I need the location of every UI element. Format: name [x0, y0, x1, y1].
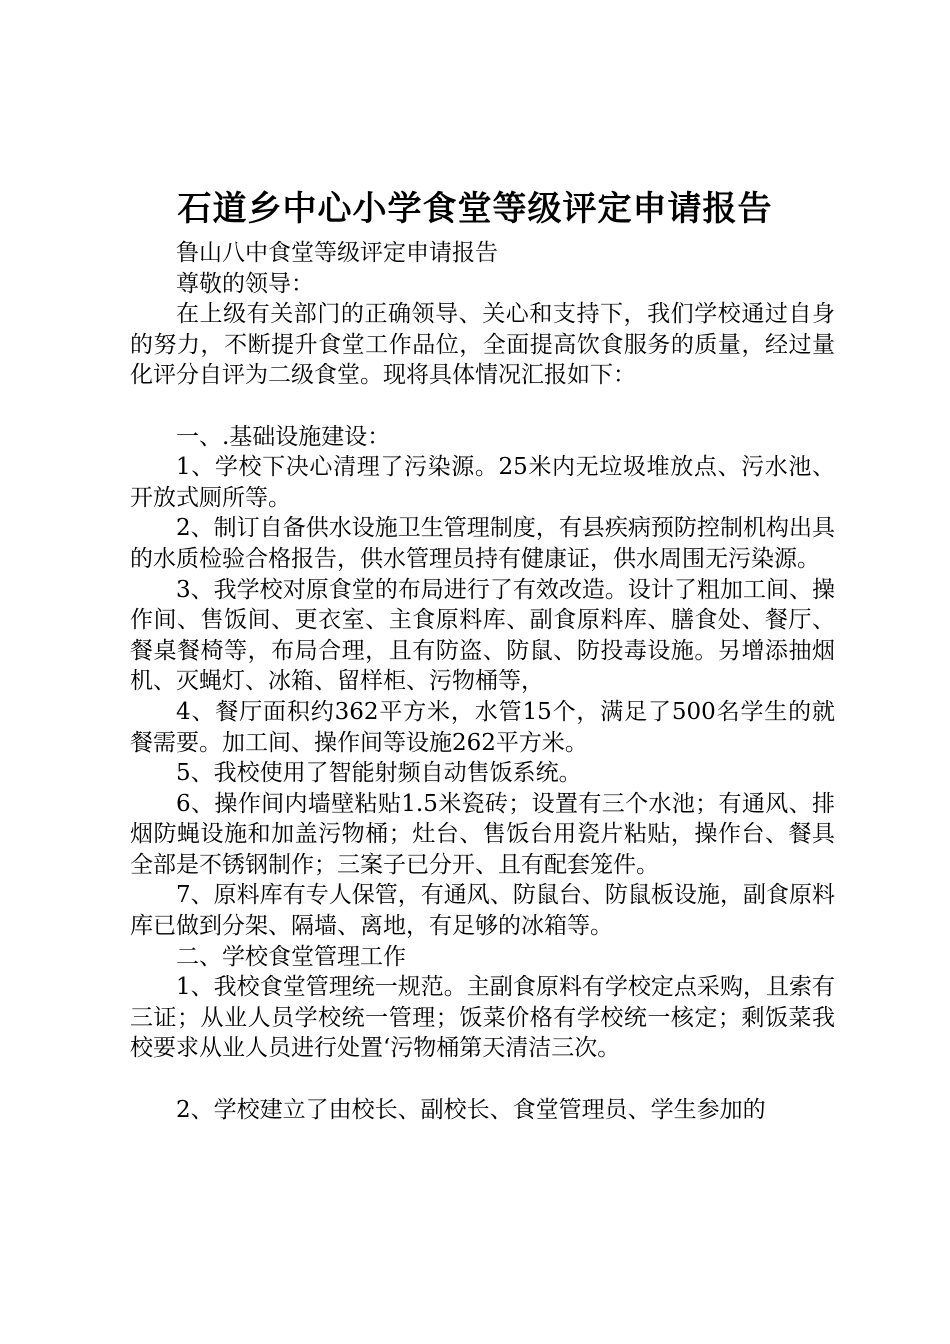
paragraph-item: 3、我学校对原食堂的布局进行了有效改造。设计了粗加工间、操作间、售饭间、更衣室、主食原料库、副食原料库、膳食处、餐厅、餐桌餐椅等，布局合理，且有防盗、防鼠、防投毒设施。另增添抽烟机、灭蝇灯、冰箱、留样柜、污物桶等， [130, 576, 835, 695]
paragraph-item: 4、餐厅面积约362平方米，水管15个，满足了500名学生的就餐需要。加工间、操作间等设施262平方米。 [130, 698, 835, 756]
paragraph-item: 7、原料库有专人保管，有通风、防鼠台、防鼠板设施，副食原料库已做到分架、隔墙、离地，有足够的冰箱等。 [130, 882, 835, 940]
paragraph-subtitle: 鲁山八中食堂等级评定申请报告 [176, 240, 498, 266]
paragraph-item: 2、制订自备供水设施卫生管理制度，有县疾病预防控制机构出具的水质检验合格报告，供水管理员持有健康证，供水周围无污染源。 [130, 515, 835, 572]
document-body [130, 238, 835, 1125]
section-heading-infrastructure: 一、.基础设施建设： [176, 423, 391, 450]
paragraph-item: 1、我校食堂管理统一规范。主副食原料有学校定点采购，且索有三证；从业人员学校统一管理；饭菜价格有学校统一核定；剩饭菜我校要求从业人员进行处置‘污物桶第天清洁三次。 [130, 974, 835, 1062]
paragraph-item: 1、学校下决心清理了污染源。25米内无垃圾堆放点、污水池、开放式厕所等。 [130, 454, 835, 511]
paragraph-intro: 在上级有关部门的正确领导、关心和支持下，我们学校通过自身的努力，不断提升食堂工作品位，全面提高饮食服务的质量，经过量化评分自评为二级食堂。现将具体情况汇报如下： [130, 301, 835, 389]
paragraph-salutation: 尊敬的领导： [176, 270, 314, 297]
paragraph-item: 6、操作间内墙壁粘贴1.5米瓷砖；设置有三个水池；有通风、排烟防蝇设施和加盖污物桶；灶台、售饭台用瓷片粘贴，操作台、餐具全部是不锈钢制作；三案子已分开、且有配套笼件。 [130, 790, 835, 878]
document-title: 石道乡中心小学食堂等级评定申请报告 [177, 189, 773, 229]
paragraph-item: 2、学校建立了由校长、副校长、食堂管理员、学生参加的 [176, 1096, 766, 1123]
section-heading-management: 二、学校食堂管理工作 [176, 943, 406, 970]
paragraph-item: 5、我校使用了智能射频自动售饭系统。 [176, 760, 582, 787]
